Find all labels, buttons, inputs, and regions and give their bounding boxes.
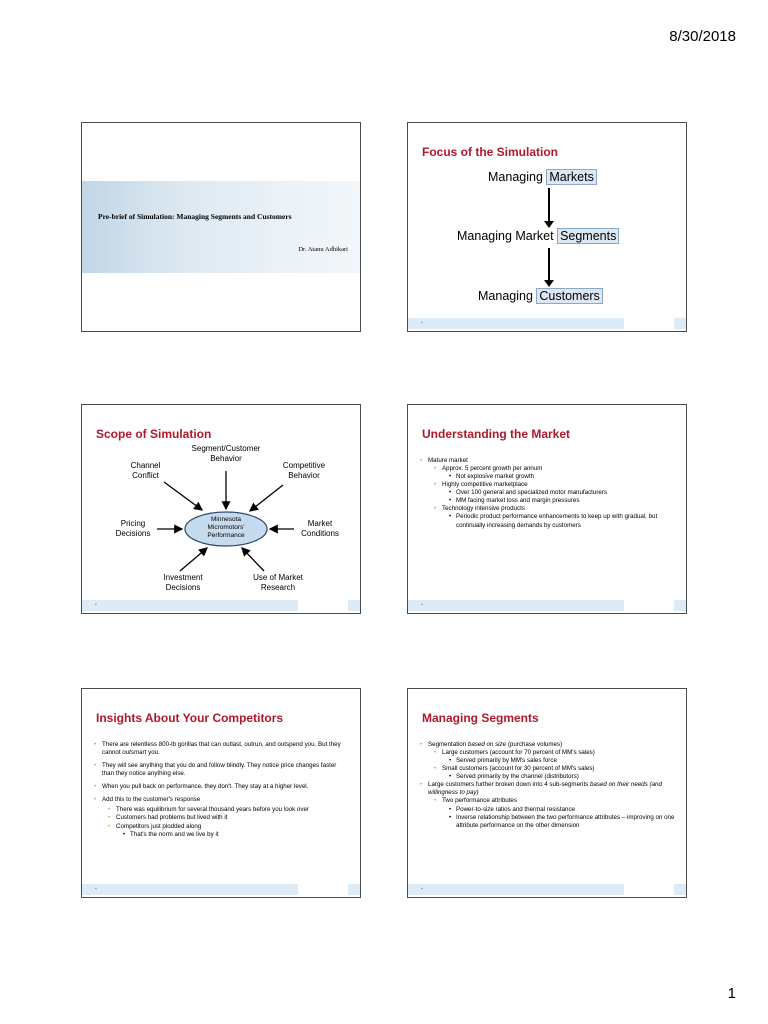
node-pricing-l2: Decisions bbox=[115, 529, 151, 539]
bullet-text: There are relentless 800-lb gorillas that can outlast, outrun, and outspend you. But they cannot bbox=[102, 741, 341, 757]
bullet: • Power-to-size ratios and thermal resistance bbox=[420, 806, 676, 814]
bullet: • Small customers (account for 30 percent of MM's sales) bbox=[420, 765, 676, 773]
bullet: • Over 100 general and specialized motor manufacturers bbox=[420, 489, 676, 497]
arrow-competitive bbox=[250, 485, 283, 511]
bullet: • Competitors just plodded along bbox=[94, 823, 350, 831]
bullet: • Served primarily by the channel (distributors) bbox=[420, 773, 676, 781]
step1-highlight: Markets bbox=[546, 169, 596, 185]
slide-managing-segments bbox=[407, 688, 687, 898]
bullet: • MM facing market loss and margin pressures bbox=[420, 497, 676, 505]
node-research-l2: Research bbox=[260, 583, 296, 593]
arrow-channel bbox=[164, 482, 202, 510]
slide1-author: Dr. Atanu Adhikari bbox=[298, 246, 348, 253]
slide-understanding-market bbox=[407, 404, 687, 614]
bullet: • That's the norm and we live by it bbox=[94, 831, 350, 839]
page-number: 1 bbox=[727, 985, 736, 1002]
slide-footer: ▪ bbox=[408, 885, 686, 897]
node-research bbox=[242, 573, 314, 594]
bullet: • Large customers (account for 70 percent of MM's sales) bbox=[420, 749, 676, 757]
scope-diagram-arrows bbox=[82, 405, 361, 614]
center-label bbox=[185, 516, 267, 540]
bullet: • Two performance attributes bbox=[420, 797, 676, 805]
arrow-investment bbox=[180, 548, 207, 571]
node-investment bbox=[152, 573, 214, 594]
step3-highlight: Customers bbox=[536, 288, 602, 304]
node-channel-l2: Conflict bbox=[132, 471, 159, 481]
center-line1: Minnesota bbox=[211, 516, 241, 523]
step3-prefix: Managing bbox=[478, 289, 537, 303]
bullet: • When you pull back on performance, they don't. They stay at a higher level. bbox=[94, 783, 350, 791]
node-competitive-l1: Competitive bbox=[282, 461, 326, 470]
bullet: • Periodic product performance enhancements to keep up with gradual, but continually increasing demands by customers bbox=[420, 513, 676, 529]
node-investment-l2: Decisions bbox=[165, 583, 201, 593]
node-channel bbox=[118, 461, 173, 482]
step-managing-markets bbox=[488, 170, 597, 184]
slide-footer: ▪ bbox=[408, 319, 686, 331]
step1-prefix: Managing bbox=[488, 170, 547, 184]
bullet bbox=[94, 741, 350, 757]
node-investment-l1: Investment bbox=[163, 573, 203, 582]
slide5-bullets bbox=[94, 741, 350, 839]
node-competitive-l2: Behavior bbox=[288, 471, 320, 481]
bullet bbox=[420, 781, 676, 797]
slide3-title: Scope of Simulation bbox=[96, 427, 212, 441]
slide-footer: ▪ bbox=[82, 885, 360, 897]
bullet: • Inverse relationship between the two performance attributes – improving on one attribute performance on the other dimension bbox=[420, 814, 676, 830]
bullet bbox=[420, 741, 676, 749]
node-market-l2: Conditions bbox=[301, 529, 339, 539]
bullet: • They will see anything that you do and follow blindly. They notice price changes faster than they notice anything else. bbox=[94, 762, 350, 778]
bullet-emphasis: outsmart bbox=[122, 749, 147, 757]
bullet-emphasis: based on their needs (and willingness to pay) bbox=[428, 781, 662, 797]
step2-highlight: Segments bbox=[557, 228, 619, 244]
slide1-title: Pre-brief of Simulation: Managing Segments and Customers bbox=[98, 212, 292, 221]
node-market-l1: Market bbox=[307, 519, 333, 528]
slide5-title: Insights About Your Competitors bbox=[96, 711, 284, 725]
slide-scope bbox=[81, 404, 361, 614]
node-segment bbox=[176, 444, 276, 465]
arrow-down-icon bbox=[548, 248, 550, 281]
slide4-title: Understanding the Market bbox=[422, 427, 571, 441]
slide1-banner bbox=[82, 181, 360, 273]
node-pricing-l1: Pricing bbox=[120, 519, 146, 528]
node-research-l1: Use of Market bbox=[253, 573, 303, 582]
bullet-text: you. bbox=[146, 749, 160, 757]
node-segment-l1: Segment/Customer bbox=[191, 444, 261, 453]
slide-title bbox=[81, 122, 361, 332]
slide-competitors bbox=[81, 688, 361, 898]
step2-prefix: Managing Market bbox=[457, 229, 558, 243]
node-segment-l2: Behavior bbox=[210, 454, 242, 464]
slide-focus bbox=[407, 122, 687, 332]
center-line3: Performance bbox=[207, 532, 245, 540]
bullet: • Customers had problems but lived with it bbox=[94, 814, 350, 822]
node-market bbox=[290, 519, 350, 540]
page-date: 8/30/2018 bbox=[669, 28, 736, 45]
node-pricing bbox=[104, 519, 162, 540]
bullet: • Mature market bbox=[420, 457, 676, 465]
bullet: • Served primarily by MM's sales force bbox=[420, 757, 676, 765]
bullet-emphasis: based on size bbox=[467, 741, 507, 748]
center-line2: Micromotors' bbox=[207, 524, 245, 532]
arrow-research bbox=[242, 548, 264, 571]
step-managing-segments bbox=[457, 229, 619, 243]
slide-footer: ▪ bbox=[82, 601, 360, 613]
bullet: • Add this to the customer's response bbox=[94, 796, 350, 804]
bullet-text: (purchase volumes) bbox=[506, 741, 563, 748]
bullet: • Not explosive market growth bbox=[420, 473, 676, 481]
slide-footer: ▪ bbox=[408, 601, 686, 613]
bullet: • Technology intensive products bbox=[420, 505, 676, 513]
node-channel-l1: Channel bbox=[130, 461, 161, 470]
step-managing-customers bbox=[478, 289, 603, 303]
bullet: • There was equilibrium for several thousand years before you look over bbox=[94, 806, 350, 814]
bullet-text: Segmentation bbox=[428, 741, 468, 748]
slide6-title: Managing Segments bbox=[422, 711, 539, 725]
slide2-title: Focus of the Simulation bbox=[422, 145, 559, 159]
bullet: • Approx. 5 percent growth per annum bbox=[420, 465, 676, 473]
node-competitive bbox=[274, 461, 334, 482]
slide6-bullets bbox=[420, 741, 676, 830]
arrow-down-icon bbox=[548, 188, 550, 222]
bullet-text: Large customers further broken down into 4 sub-segments bbox=[428, 781, 590, 789]
bullet: • Highly competitive marketplace bbox=[420, 481, 676, 489]
slide4-bullets bbox=[420, 457, 676, 530]
